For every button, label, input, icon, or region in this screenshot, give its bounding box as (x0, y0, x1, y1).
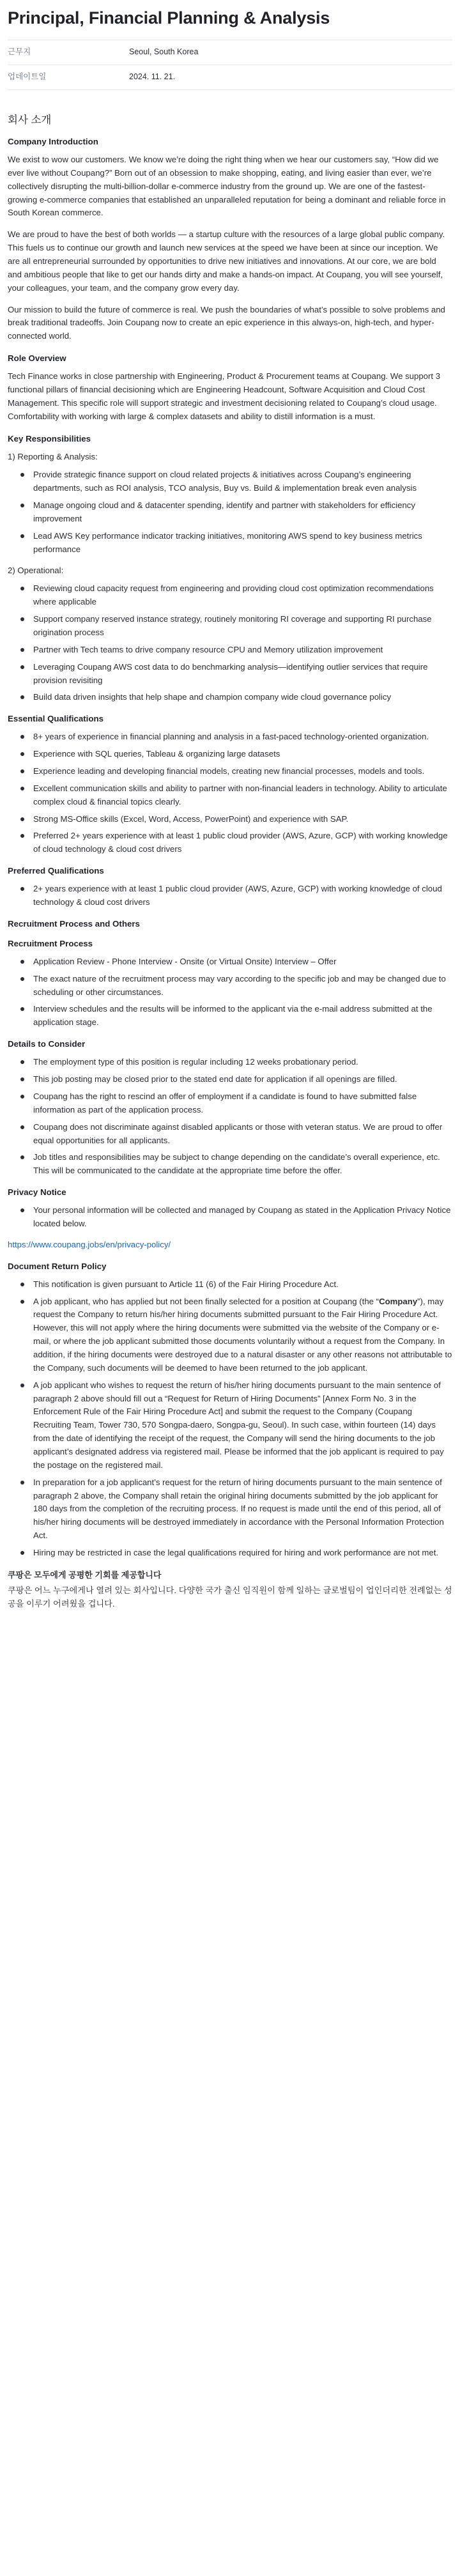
return-policy-list (8, 1278, 452, 1560)
recruitment-heading: Recruitment Process and Others (8, 918, 140, 929)
company-intro-heading: Company Introduction (8, 136, 98, 146)
role-overview-heading: Role Overview (8, 353, 66, 364)
meta-row-updated (8, 65, 452, 90)
page-title: Principal, Financial Planning & Analysis (8, 8, 330, 27)
recruitment-process-heading: Recruitment Process (8, 938, 93, 948)
list-item: Support company reserved instance strategy, routinely monitoring RI coverage and supporting RI purchase origination process (8, 613, 452, 640)
list-item: Preferred 2+ years experience with at least 1 public cloud provider (AWS, Azure, GCP) with working knowledge of cloud technology & cloud cost drivers (8, 829, 452, 856)
list-item: Experience leading and developing financial models, creating new financial processes, models and tools. (8, 765, 452, 778)
preferred-qualifications-heading: Preferred Qualifications (8, 866, 104, 876)
list-item: 8+ years of experience in financial planning and analysis in a fast-paced technology-oriented organization. (8, 730, 452, 744)
list-item: Build data driven insights that help shape and champion company wide cloud governance policy (8, 691, 452, 704)
list-item: Job titles and responsibilities may be subject to change depending on the candidate’s overall experience, etc. This will be communicated to the candidate at the appropriate time before the offer. (8, 1151, 452, 1178)
list-item: Interview schedules and the results will be informed to the applicant via the e-mail address submitted at the application stage. (8, 1003, 452, 1030)
list-item: Manage ongoing cloud and & datacenter spending, identify and partner with stakeholders for efficiency improvement (8, 499, 452, 526)
list-item: Provide strategic finance support on cloud related projects & initiatives across Coupang’s engineering departments, such as ROI analysis, TCO analysis, Buy vs. Build & implementation break even analysis (8, 468, 452, 495)
list-item: Your personal information will be collected and managed by Coupang as stated in the Application Privacy Notice located below. (8, 1204, 452, 1231)
list-item: The employment type of this position is regular including 12 weeks probationary period. (8, 1056, 452, 1069)
process-list (8, 955, 452, 1030)
list-item: This job posting may be closed prior to the stated end date for application if all openings are filled. (8, 1073, 452, 1086)
list-item: In preparation for a job applicant’s request for the return of hiring documents pursuant to the main sentence of paragraph 2 above, the Company shall retain the original hiring documents submitted by the job applicant for 180 days from the completion of the recruiting process. If no request is made until the end of this period, all of his/her hiring documents will be destroyed immediately in accordance with the Personal Information Protection Act. (8, 1476, 452, 1543)
key-responsibilities-heading: Key Responsibilities (8, 433, 91, 443)
preferred-list (8, 883, 452, 909)
list-item: Application Review - Phone Interview - Onsite (or Virtual Onsite) Interview – Offer (8, 955, 452, 969)
list-item: 2+ years experience with at least 1 public cloud provider (AWS, Azure, GCP) with working knowledge of cloud technology & cloud cost drivers (8, 883, 452, 909)
list-item-text: A job applicant, who has applied but not been finally selected for a position at Coupang (the “ (33, 1296, 379, 1306)
intro-paragraph: Our mission to build the future of commerce is real. We push the boundaries of what’s possible to solve problems and break traditional tradeoffs. Join Coupang now to create an epic experience in this always-on, high-tech, and hyper-connected world. (8, 304, 445, 341)
document-return-heading: Document Return Policy (8, 1261, 107, 1271)
meta-value: 2024. 11. 21. (129, 72, 176, 82)
intro-paragraph: We are proud to have the best of both worlds — a startup culture with the resources of a large global public company. This fuels us to continue our growth and launch new services at the speed we have been at since our inception. We are all entrepreneurial surrounded by opportunities to drive new initiatives and innovations. At our core, we are bold and ambitious people that like to get our hands dirty and make a hands-on impact. At Coupang, you will see yourself, your colleagues, your team, and the company grow every day. (8, 229, 445, 293)
list-item: A job applicant who wishes to request the return of his/her hiring documents pursuant to the main sentence of paragraph 2 above should fill out a “Request for Return of Hiring Documents” [Annex Form No. 3 in the Enforcement Rule of the Fair Hiring Procedure Act] and submit the request to the Company (Coupang Recruiting Team, Tower 730, 570 Songpa-daero, Songpa-gu, Seoul). In such case, within fourteen (14) days from the date of identifying the receipt of the request, the Company will send the hiring documents to the job applicant’s designated address via registered mail. Please be informed that the job applicant is required to pay the postage on the registered mail. (8, 1379, 452, 1472)
list-item: Coupang does not discriminate against disabled applicants or those with veteran status. We are proud to offer equal opportunities for all applicants. (8, 1121, 452, 1148)
details-list (8, 1056, 452, 1178)
list-item: Experience with SQL queries, Tableau & organizing large datasets (8, 748, 452, 761)
meta-key: 업데이트일 (8, 72, 47, 82)
responsibility-list (8, 468, 452, 556)
essential-qualifications-heading: Essential Qualifications (8, 714, 104, 724)
list-item: Excellent communication skills and ability to partner with non-financial leaders in technology. Ability to articulate complex cloud & financial topics clearly. (8, 782, 452, 809)
equal-opportunity-text: 쿠팡은 어느 누구에게나 열려 있는 회사입니다. 다양한 국가 출신 임직원이 함께 일하는 글로벌팀이 업인더리한 전례없는 성공을 이루기 어려웠을 겁니다. (8, 1585, 452, 1609)
privacy-list (8, 1204, 452, 1231)
meta-row-location (8, 40, 452, 65)
list-item: Partner with Tech teams to drive company resource CPU and Memory utilization improvement (8, 644, 452, 657)
intro-paragraph: We exist to wow our customers. We know we’re doing the right thing when we hear our customers say, “How did we ever live without Coupang?” Born out of an obsession to make shopping, eating, and living easier than ever, we’re collectively disrupting the multi-billion-dollar e-commerce industry from the ground up. We are one of the fastest-growing e-commerce companies that established an unparalleled reputation for being a dominant and reliable force in South Korean commerce. (8, 154, 446, 218)
privacy-link-line (8, 1238, 452, 1252)
equal-opportunity-heading: 쿠팡은 모두에게 공평한 기회를 제공합니다 (8, 1570, 162, 1580)
meta-value: Seoul, South Korea (129, 47, 199, 57)
privacy-policy-link[interactable]: https://www.coupang.jobs/en/privacy-policy/ (8, 1239, 171, 1249)
list-item: The exact nature of the recruitment process may vary according to the specific job and may be changed due to scheduling or other circumstances. (8, 973, 452, 999)
job-posting-page (8, 0, 452, 2576)
list-item: This notification is given pursuant to Article 11 (6) of the Fair Hiring Procedure Act. (8, 1278, 452, 1292)
list-item: Hiring may be restricted in case the legal qualifications required for hiring and work performance are not met. (8, 1546, 452, 1560)
privacy-notice-heading: Privacy Notice (8, 1187, 66, 1198)
list-item (8, 1295, 452, 1375)
qualification-list (8, 730, 452, 856)
job-meta-table (8, 40, 452, 90)
details-heading: Details to Consider (8, 1039, 86, 1049)
responsibility-group-label: 1) Reporting & Analysis: (8, 451, 98, 461)
list-item: Strong MS-Office skills (Excel, Word, Access, PowerPoint) and experience with SAP. (8, 813, 452, 826)
role-overview-paragraph: Tech Finance works in close partnership with Engineering, Product & Procurement teams at Coupang. We support 3 functional pillars of financial decisioning which are Engineering Headcount, Software Acquisition and Cloud Cost Management. This specific role will support strategic and investment decisioning related to Coupang’s cloud usage. Comfortability with working with large & complex datasets and ability to distill information is a must. (8, 371, 441, 421)
list-item: Lead AWS Key performance indicator tracking initiatives, monitoring AWS spend to key business metrics performance (8, 530, 452, 557)
company-term: Company (379, 1296, 418, 1306)
list-item: Leveraging Coupang AWS cost data to do benchmarking analysis—identifying outlier services that require provision revisiting (8, 661, 452, 688)
about-heading: 회사 소개 (8, 114, 52, 126)
meta-key: 근무지 (8, 47, 31, 57)
responsibility-group-label: 2) Operational: (8, 565, 64, 575)
list-item-text: ”), may request the Company to return his/her hiring documents submitted pursuant to the Fair Hiring Procedure Act. However, this will not apply where the hiring documents were submitted via the website of the Company or e-mail, or where the job applicant submitted those documents voluntarily without a request from the Company. In addition, if the hiring documents were destroyed due to a natural disaster or any other reasons not attributable to the Company, such documents will be deemed to have been returned to the job applicant. (33, 1296, 452, 1373)
list-item: Coupang has the right to rescind an offer of employment if a candidate is found to have submitted false information as part of the application process. (8, 1090, 452, 1117)
list-item: Reviewing cloud capacity request from engineering and providing cloud cost optimization recommendations where applicable (8, 582, 452, 609)
responsibility-list (8, 582, 452, 704)
